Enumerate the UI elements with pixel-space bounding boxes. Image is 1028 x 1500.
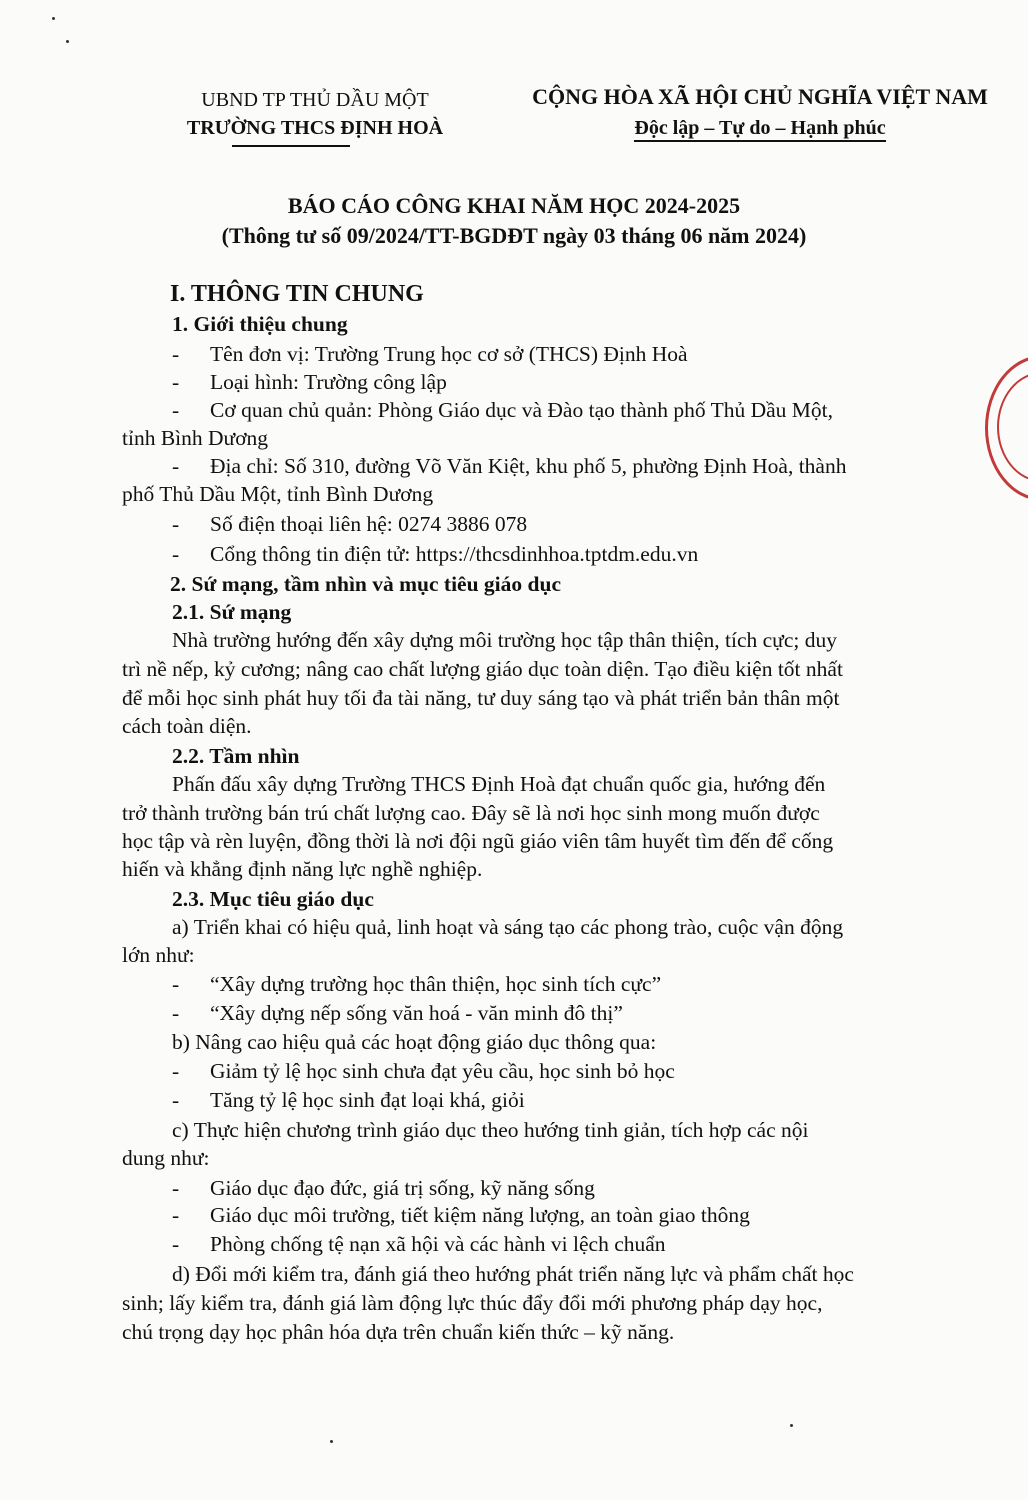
bullet-dash: -	[172, 454, 180, 478]
body-line	[172, 742, 299, 770]
body-line	[122, 684, 839, 712]
body-line	[122, 827, 833, 855]
body-line	[172, 770, 825, 798]
body-line	[172, 310, 348, 338]
body-line-text: sinh; lấy kiểm tra, đánh giá làm động lực thúc đẩy đổi mới phương pháp dạy học,	[122, 1291, 823, 1315]
bullet-dash: -	[172, 370, 180, 394]
body-line	[172, 1057, 675, 1085]
body-line-text: lớn như:	[122, 943, 195, 967]
body-line-text: cách toàn diện.	[122, 714, 252, 738]
body-line-text: hiến và khẳng định năng lực nghề nghiệp.	[122, 857, 483, 881]
body-line	[122, 1318, 674, 1346]
body-line-text: Địa chỉ: Số 310, đường Võ Văn Kiệt, khu phố 5, phường Định Hoà, thành	[210, 454, 847, 478]
body-line-text: phố Thủ Dầu Một, tỉnh Bình Dương	[122, 482, 434, 506]
body-line	[172, 1116, 808, 1144]
issuing-agency-block	[150, 86, 480, 142]
body-line	[172, 626, 837, 654]
bullet-dash: -	[172, 1001, 180, 1025]
agency-name: UBND TP THỦ DẦU MỘT	[201, 89, 429, 111]
body-line-text: Tên đơn vị: Trường Trung học cơ sở (THCS) Định Hoà	[210, 342, 688, 366]
body-line-text: “Xây dựng trường học thân thiện, học sinh tích cực”	[210, 972, 662, 996]
body-line-text: b) Nâng cao hiệu quả các hoạt động giáo dục thông qua:	[172, 1030, 657, 1054]
national-header-block	[505, 82, 1015, 142]
report-subtitle: (Thông tư số 09/2024/TT-BGDĐT ngày 03 tháng 06 năm 2024)	[221, 223, 807, 248]
national-motto: Độc lập – Tự do – Hạnh phúc	[634, 116, 885, 142]
body-line-text: Tăng tỷ lệ học sinh đạt loại khá, giỏi	[210, 1088, 525, 1112]
body-line	[172, 1086, 525, 1114]
body-line-text: Cơ quan chủ quản: Phòng Giáo dục và Đào tạo thành phố Thủ Dầu Một,	[210, 398, 834, 422]
body-line	[172, 999, 623, 1027]
body-line	[172, 510, 527, 538]
body-line	[122, 480, 433, 508]
body-line	[172, 1230, 666, 1258]
report-title: BÁO CÁO CÔNG KHAI NĂM HỌC 2024-2025	[287, 193, 741, 218]
body-line	[172, 913, 843, 941]
body-line	[172, 368, 447, 396]
body-line	[172, 340, 688, 368]
body-line-text: I. THÔNG TIN CHUNG	[170, 281, 424, 307]
body-line-text: Nhà trường hướng đến xây dựng môi trường học tập thân thiện, tích cực; duy	[172, 628, 837, 652]
scan-speck	[66, 40, 69, 43]
body-line	[170, 570, 561, 598]
body-line-text: Giảm tỷ lệ học sinh chưa đạt yêu cầu, học sinh bỏ học	[210, 1059, 675, 1083]
body-line-text: dung như:	[122, 1146, 210, 1170]
body-line-text: trở thành trường bán trú chất lượng cao. Đây sẽ là nơi học sinh mong muốn được	[122, 801, 820, 825]
body-line	[172, 970, 661, 998]
body-line	[122, 655, 843, 683]
body-line	[122, 424, 268, 452]
country-name: CỘNG HÒA XÃ HỘI CHỦ NGHĨA VIỆT NAM	[532, 84, 988, 109]
body-line	[172, 396, 833, 424]
body-line-text: Giáo dục môi trường, tiết kiệm năng lượng, an toàn giao thông	[210, 1203, 750, 1227]
body-line-text: học tập và rèn luyện, đồng thời là nơi đội ngũ giáo viên tâm huyết tìm đến để cống	[122, 829, 834, 853]
bullet-dash: -	[172, 398, 180, 422]
bullet-dash: -	[172, 512, 180, 536]
body-line-text: 2.3. Mục tiêu giáo dục	[172, 887, 374, 911]
scan-speck	[330, 1440, 333, 1443]
bullet-dash: -	[172, 1232, 180, 1256]
body-line	[172, 598, 291, 626]
body-line-text: Loại hình: Trường công lập	[210, 370, 447, 394]
scan-speck	[790, 1424, 793, 1427]
bullet-dash: -	[172, 342, 180, 366]
body-line	[122, 1144, 210, 1172]
bullet-dash: -	[172, 1088, 180, 1112]
body-line	[172, 452, 846, 480]
body-line-text: a) Triển khai có hiệu quả, linh hoạt và sáng tạo các phong trào, cuộc vận động	[172, 915, 844, 939]
bullet-dash: -	[172, 1059, 180, 1083]
body-line	[172, 885, 374, 913]
body-line-text: Giáo dục đạo đức, giá trị sống, kỹ năng sống	[210, 1176, 595, 1200]
body-line	[122, 855, 482, 883]
bullet-dash: -	[172, 1203, 180, 1227]
agency-underline	[232, 145, 350, 147]
body-line	[122, 1289, 822, 1317]
body-line-text: 1. Giới thiệu chung	[172, 312, 348, 336]
body-line-text: c) Thực hiện chương trình giáo dục theo hướng tinh giản, tích hợp các nội	[172, 1118, 809, 1142]
body-line-text: “Xây dựng nếp sống văn hoá - văn minh đô thị”	[210, 1001, 623, 1025]
body-line	[172, 540, 698, 568]
body-line	[172, 1260, 854, 1288]
body-line	[122, 712, 252, 740]
body-line-text: tỉnh Bình Dương	[122, 426, 269, 450]
body-line-text: Phấn đấu xây dựng Trường THCS Định Hoà đạt chuẩn quốc gia, hướng đến	[172, 772, 826, 796]
bullet-dash: -	[172, 972, 180, 996]
body-line-text: trì nề nếp, kỷ cương; nâng cao chất lượng giáo dục toàn diện. Tạo điều kiện tốt nhất	[122, 657, 843, 681]
bullet-dash: -	[172, 542, 180, 566]
bullet-dash: -	[172, 1176, 180, 1200]
body-line-text: Số điện thoại liên hệ: 0274 3886 078	[210, 512, 528, 536]
body-line-text: chú trọng dạy học phân hóa dựa trên chuẩn kiến thức – kỹ năng.	[122, 1320, 675, 1344]
body-line-text: 2.2. Tầm nhìn	[172, 744, 300, 768]
body-line	[172, 1174, 595, 1202]
body-line	[172, 1028, 656, 1056]
school-name: TRƯỜNG THCS ĐỊNH HOÀ	[186, 117, 444, 139]
body-line-text: Cổng thông tin điện tử: https://thcsdinhhoa.tptdm.edu.vn	[210, 542, 699, 566]
body-line-text: Phòng chống tệ nạn xã hội và các hành vi lệch chuẩn	[210, 1232, 666, 1256]
body-line-text: để mỗi học sinh phát huy tối đa tài năng, tư duy sáng tạo và phát triển bản thân một	[122, 686, 840, 710]
body-line-text: 2. Sứ mạng, tầm nhìn và mục tiêu giáo dục	[170, 572, 561, 596]
body-line	[122, 941, 195, 969]
body-line	[170, 280, 424, 308]
scan-speck	[52, 17, 55, 20]
body-line	[122, 799, 820, 827]
body-line-text: d) Đổi mới kiểm tra, đánh giá theo hướng phát triển năng lực và phẩm chất học	[172, 1262, 854, 1286]
body-line	[172, 1201, 750, 1229]
body-line-text: 2.1. Sứ mạng	[172, 600, 292, 624]
